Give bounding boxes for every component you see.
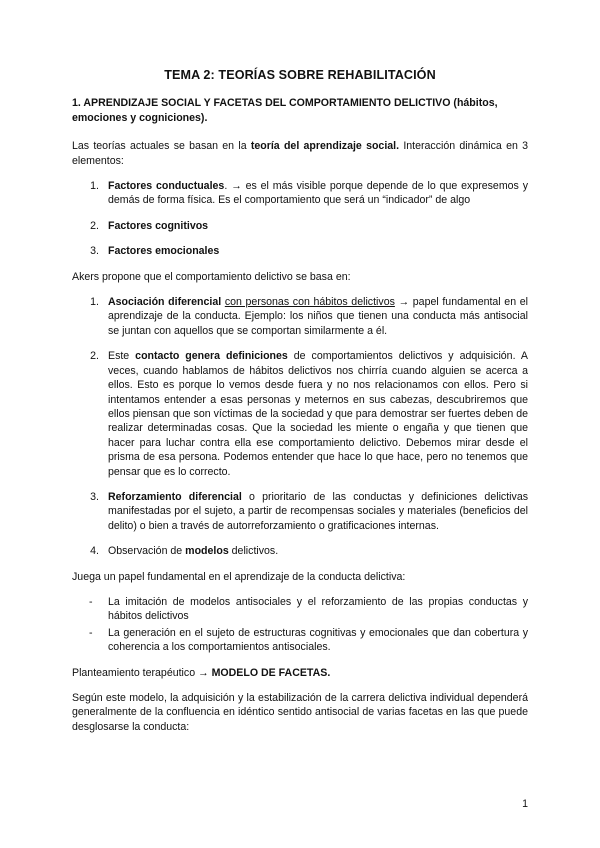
factor-text: . → es el más visible porque depende de lo que expresemos y demás de forma física. Es el comportamiento que será un “indicador” de algo: [108, 180, 528, 207]
akers-list: [72, 295, 528, 559]
list-number: 2.: [90, 219, 99, 232]
list-item: [72, 490, 528, 533]
list-dash: -: [89, 626, 93, 639]
item-bold: contacto genera definiciones: [135, 350, 288, 363]
list-item: [72, 244, 528, 258]
list-item: [72, 349, 528, 479]
intro-text: Las teorías actuales se basan en la: [72, 140, 251, 153]
dash-text: La imitación de modelos antisociales y el reforzamiento de las propias conductas y hábitos delictivos: [108, 595, 528, 623]
item-text: o prioritario de las conductas y definiciones delictivas manifestadas por el sujeto, a partir de recompensas sociales y materiales (beneficios del delito) o bien a través de autorreforzamiento o gratificaciones internas.: [108, 490, 529, 532]
list-item: [72, 544, 528, 558]
list-item: [72, 595, 528, 624]
intro-text-end: Interacción dinámica en 3 elementos:: [72, 140, 529, 167]
dash-list: [72, 595, 528, 655]
section-heading: 1. APRENDIZAJE SOCIAL Y FACETAS DEL COMPORTAMIENTO DELICTIVO (hábitos, emociones y cogniciones).: [72, 97, 498, 124]
list-number: 1.: [90, 296, 99, 309]
list-item: [72, 219, 528, 233]
list-number: 1.: [90, 180, 99, 193]
item-pre: Este: [108, 350, 136, 363]
page-number: 1: [522, 798, 528, 810]
dash-text: La generación en el sujeto de estructuras cognitivas y emocionales que dan cobertura y coherencia a los comportamientos antisociales.: [108, 626, 528, 654]
item-text: de comportamientos delictivos y adquisición. A veces, cuando hablamos de hábitos delictivos nos chirría cuando alguien se acerca a ellos. Esto es porque lo vemos desde fuera y no nos relacionamos con ellos. Pero si intentamos entender a esas personas y meternos en sus cabezas, descubriremos que ellos piensan que son víctimas de la sociedad y que para demostrar ser fuertes deben de realizar determinadas cosas. Que la sociedad les miente o engaña y que tienen que hacer para luchar contra ella ese comportamiento delictivo. Debemos mirar desde el prisma de esa persona. Podemos entender que hace lo que hace, pero no tenemos que pensar que es lo correcto.: [108, 350, 528, 478]
list-number: 2.: [90, 350, 99, 363]
page-title: TEMA 2: TEORÍAS SOBRE REHABILITACIÓN: [164, 68, 436, 82]
planteamiento-text: Planteamiento terapéutico →: [72, 666, 212, 679]
factors-list: [72, 179, 528, 259]
list-number: 3.: [90, 245, 99, 258]
juega-paragraph: Juega un papel fundamental en el aprendizaje de la conducta delictiva:: [72, 570, 406, 583]
list-number: 3.: [90, 490, 99, 503]
intro-paragraph: [72, 139, 528, 168]
list-item: [72, 179, 528, 208]
list-item: [72, 295, 528, 338]
list-item: [72, 626, 528, 655]
item-bold: modelos: [185, 545, 229, 558]
factor-bold: Factores emocionales: [108, 245, 220, 258]
item-bold: Asociación diferencial: [108, 296, 222, 309]
item-underlined: con personas con hábitos delictivos: [224, 296, 395, 309]
list-number: 4.: [90, 545, 99, 558]
list-dash: -: [89, 595, 93, 608]
item-text: delictivos.: [228, 545, 279, 558]
item-bold: Reforzamiento diferencial: [108, 490, 242, 503]
intro-bold: teoría del aprendizaje social.: [250, 140, 400, 153]
factor-bold: Factores conductuales: [108, 180, 225, 193]
akers-paragraph: Akers propone que el comportamiento delictivo se basa en:: [72, 270, 351, 283]
item-pre: Observación de: [108, 545, 186, 558]
item-text: → papel fundamental en el aprendizaje de la conducta. Ejemplo: los niños que tienen una conducta más antisocial se juntan con aquellos que se comportan similarmente a él.: [108, 296, 528, 337]
planteamiento-paragraph: [72, 666, 528, 680]
factor-bold: Factores cognitivos: [108, 219, 209, 232]
planteamiento-bold: MODELO DE FACETAS.: [211, 666, 331, 679]
segun-paragraph: Según este modelo, la adquisición y la estabilización de la carrera delictiva individual dependerá generalmente de la confluencia en idéntico sentido antisocial de varias facetas en las que puede desglosarse la conducta:: [72, 692, 528, 733]
